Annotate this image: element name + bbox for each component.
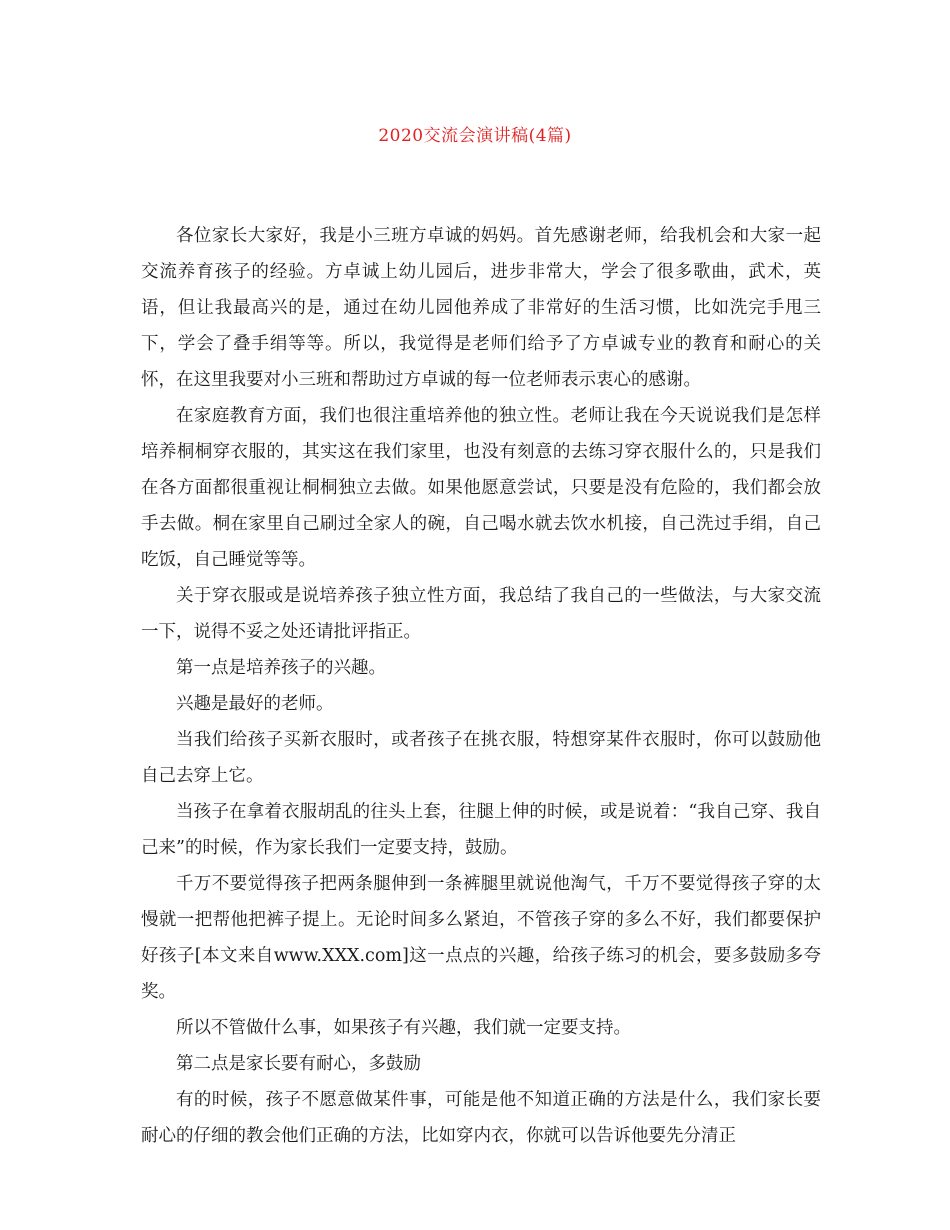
paragraph: 兴趣是最好的老师。: [176, 694, 334, 714]
paragraph: 各位家长大家好，我是小三班方卓诚的妈妈。首先感谢老师，给我机会和大家一起交流养育孩子的经验。方卓诚上幼儿园后，进步非常大，学会了很多歌曲，武术，英语，但让我最高兴的是，通过在幼儿园他养成了非常好的生活习惯，比如洗完手甩三下，学会了叠手绢等等。所以，我觉得是老师们给予了方卓诚专业的教育和耐心的关怀，在这里我要对小三班和帮助过方卓诚的每一位老师表示衷心的感谢。: [141, 226, 821, 390]
document-body: [141, 218, 821, 1154]
paragraph: 第一点是培养孩子的兴趣。: [176, 658, 386, 678]
paragraph: 第二点是家长要有耐心，多鼓励: [176, 1054, 421, 1074]
paragraph: 关于穿衣服或是说培养孩子独立性方面，我总结了我自己的一些做法，与大家交流一下，说得不妥之处还请批评指正。: [141, 586, 821, 642]
paragraph: 当孩子在拿着衣服胡乱的往头上套，往腿上伸的时候，或是说着：“我自己穿、我自己来”的时候，作为家长我们一定要支持，鼓励。: [141, 802, 821, 858]
paragraph: 千万不要觉得孩子把两条腿伸到一条裤腿里就说他淘气，千万不要觉得孩子穿的太慢就一把帮他把裤子提上。无论时间多么紧迫，不管孩子穿的多么不好，我们都要保护好孩子[本文来自www.XXX.com]这一点点的兴趣，给孩子练习的机会，要多鼓励多夸奖。: [141, 874, 821, 1002]
paragraph: 在家庭教育方面，我们也很注重培养他的独立性。老师让我在今天说说我们是怎样培养桐桐穿衣服的，其实这在我们家里，也没有刻意的去练习穿衣服什么的，只是我们在各方面都很重视让桐桐独立去做。如果他愿意尝试，只要是没有危险的，我们都会放手去做。桐在家里自己刷过全家人的碗，自己喝水就去饮水机接，自己洗过手绢，自己吃饭，自己睡觉等等。: [141, 406, 821, 570]
document-title: 2020交流会演讲稿(4篇): [378, 126, 572, 146]
paragraph: 有的时候，孩子不愿意做某件事，可能是他不知道正确的方法是什么，我们家长要耐心的仔细的教会他们正确的方法，比如穿内衣，你就可以告诉他要先分清正: [141, 1090, 821, 1146]
paragraph: 当我们给孩子买新衣服时，或者孩子在挑衣服，特想穿某件衣服时，你可以鼓励他自己去穿上它。: [141, 730, 821, 786]
paragraph: 所以不管做什么事，如果孩子有兴趣，我们就一定要支持。: [176, 1018, 631, 1038]
